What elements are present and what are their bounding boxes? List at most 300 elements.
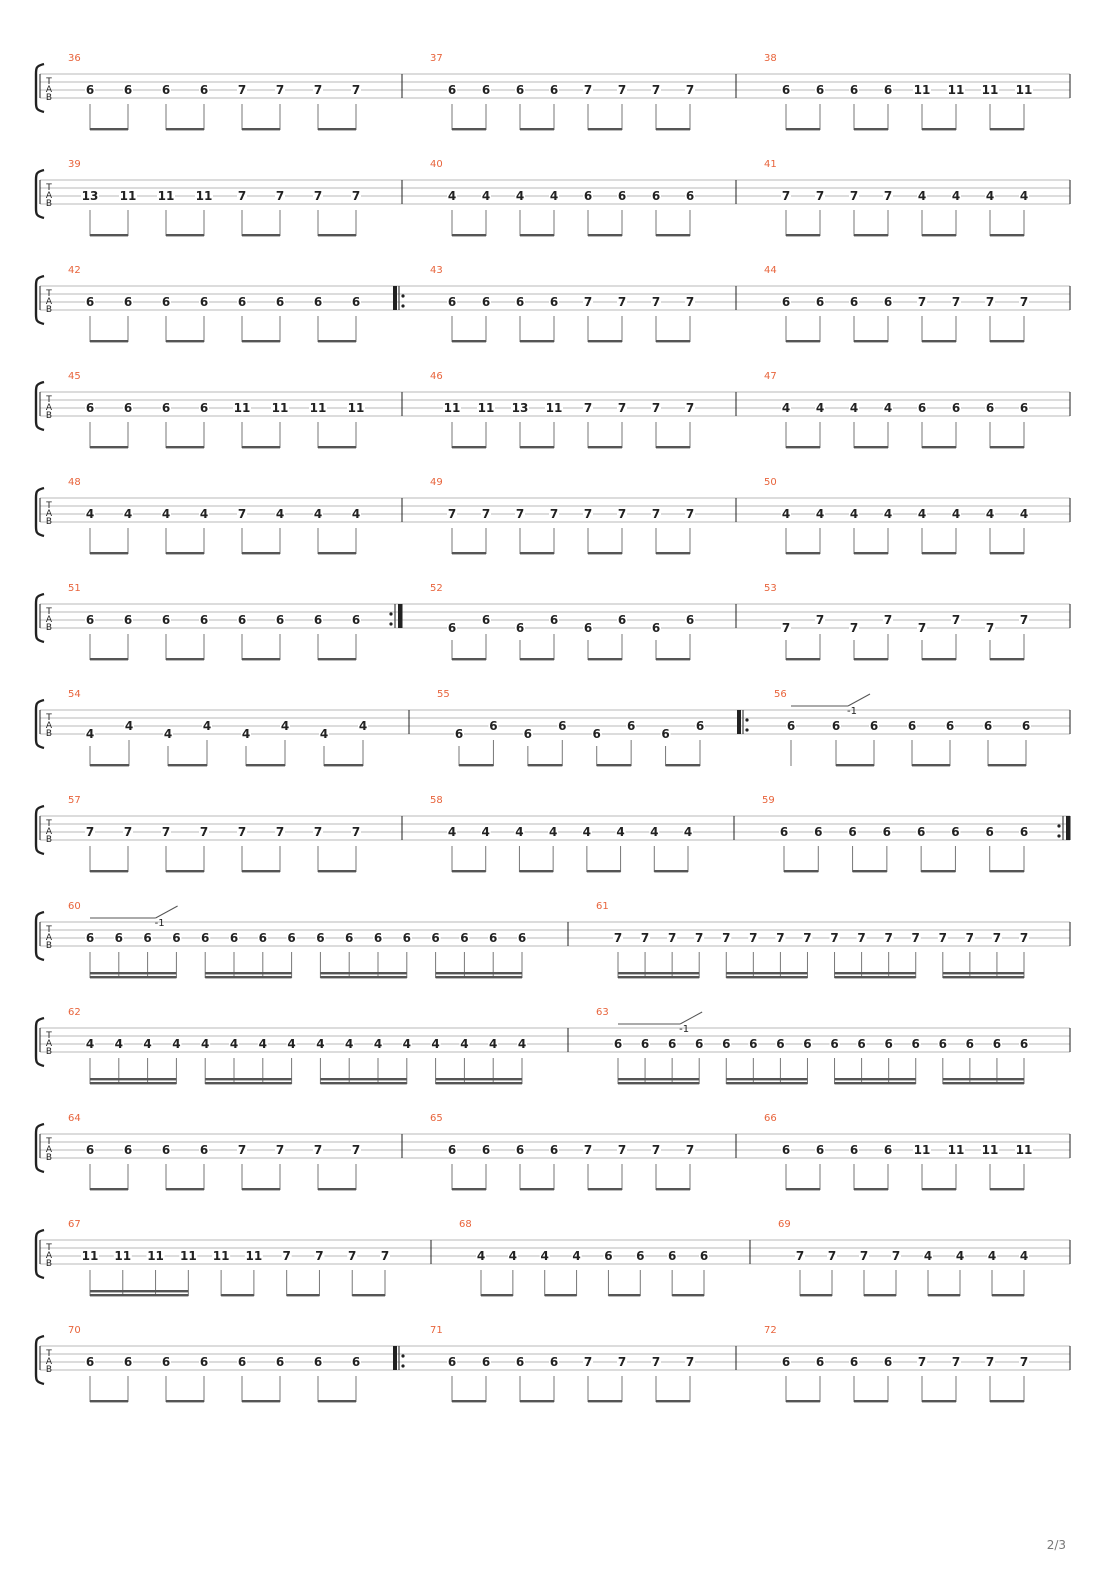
beam: [854, 446, 888, 448]
fret-number: 7: [722, 931, 731, 945]
beam: [452, 1400, 486, 1402]
fret-number: 6: [1019, 825, 1029, 839]
bend-arrow: [848, 694, 870, 706]
beam: [242, 1188, 280, 1190]
beam: [656, 128, 690, 130]
beam: [166, 1400, 204, 1402]
fret-number: 4: [229, 1037, 239, 1051]
bend-label: -1: [847, 706, 857, 717]
fret-number: 11: [443, 401, 461, 415]
beam: [166, 446, 204, 448]
tab-clef-letter: T: [46, 289, 52, 299]
fret-number: 11: [477, 401, 495, 415]
tab-clef-letter: B: [45, 835, 53, 845]
fret-number: 4: [540, 1249, 549, 1263]
measure-number: 46: [430, 371, 443, 382]
fret-number: 4: [143, 1037, 152, 1051]
fret-number: 6: [199, 1143, 209, 1157]
fret-number: 6: [849, 295, 859, 309]
fret-number: 6: [911, 1037, 920, 1051]
beam: [922, 1188, 956, 1190]
fret-number: 6: [517, 931, 527, 945]
fret-number: 11: [347, 401, 365, 415]
fret-number: 6: [1019, 401, 1029, 415]
beam: [90, 128, 128, 130]
fret-number: 6: [481, 83, 491, 97]
fret-number: 6: [481, 1355, 491, 1369]
fret-number: 4: [917, 507, 927, 521]
fret-number: 6: [917, 401, 927, 415]
beam: [990, 340, 1024, 342]
fret-number: 4: [275, 507, 285, 521]
fret-number: 7: [651, 83, 661, 97]
fret-number: 7: [917, 1355, 927, 1369]
fret-number: 6: [199, 1355, 209, 1369]
beam: [320, 976, 406, 978]
fret-number: 7: [313, 1143, 323, 1157]
measure-number: 59: [762, 795, 775, 806]
fret-number: 4: [202, 719, 212, 733]
beam: [726, 1082, 807, 1084]
fret-number: 6: [849, 1355, 859, 1369]
beam: [242, 870, 280, 872]
beam: [588, 1188, 622, 1190]
fret-number: 6: [481, 613, 491, 627]
beam: [672, 1294, 704, 1296]
fret-number: 7: [617, 507, 627, 521]
fret-number: 7: [583, 401, 593, 415]
fret-number: 6: [237, 1355, 247, 1369]
fret-number: 6: [85, 613, 95, 627]
tab-clef-letter: T: [46, 501, 52, 511]
beam: [242, 552, 280, 554]
beam: [168, 764, 207, 766]
beam: [452, 234, 486, 236]
fret-number: 6: [351, 295, 361, 309]
fret-number: 11: [119, 189, 137, 203]
fret-number: 7: [951, 613, 961, 627]
beam: [990, 552, 1024, 554]
fret-number: 6: [695, 719, 705, 733]
beam: [922, 234, 956, 236]
fret-number: 11: [245, 1249, 263, 1263]
fret-number: 11: [309, 401, 327, 415]
beam: [520, 1188, 554, 1190]
fret-number: 6: [951, 825, 960, 839]
tab-clef-letter: B: [45, 199, 53, 209]
fret-number: 6: [123, 83, 133, 97]
measure-number: 52: [430, 583, 443, 594]
tab-clef-letter: A: [45, 403, 53, 413]
fret-number: 6: [1021, 719, 1031, 733]
fret-number: 4: [447, 189, 457, 203]
fret-number: 6: [604, 1249, 613, 1263]
beam: [854, 234, 888, 236]
fret-number: 4: [1019, 189, 1029, 203]
fret-number: 7: [849, 621, 859, 635]
fret-number: 6: [786, 719, 796, 733]
fret-number: 6: [489, 931, 498, 945]
beam: [459, 764, 493, 766]
fret-number: 4: [572, 1249, 581, 1263]
repeat-end-thick-bar: [1066, 816, 1070, 840]
fret-number: 4: [515, 825, 524, 839]
fret-number: 6: [549, 613, 559, 627]
measure-number: 64: [68, 1113, 81, 1124]
fret-number: 7: [781, 621, 791, 635]
beam: [242, 658, 280, 660]
fret-number: 6: [316, 931, 325, 945]
fret-number: 6: [515, 621, 525, 635]
fret-number: 6: [613, 1037, 623, 1051]
fret-number: 7: [685, 1355, 695, 1369]
beam: [436, 1082, 522, 1084]
fret-number: 11: [981, 1143, 999, 1157]
fret-number: 6: [699, 1249, 709, 1263]
beam: [656, 1188, 690, 1190]
measure-number: 66: [764, 1113, 777, 1124]
fret-number: 4: [241, 727, 251, 741]
fret-number: 6: [481, 1143, 491, 1157]
fret-number: 6: [402, 931, 411, 945]
tab-clef-letter: A: [45, 1357, 53, 1367]
fret-number: 7: [313, 83, 323, 97]
fret-number: 4: [258, 1037, 267, 1051]
measure-number: 37: [430, 53, 443, 64]
fret-number: 6: [275, 295, 285, 309]
fret-number: 6: [161, 613, 171, 627]
fret-number: 4: [883, 507, 893, 521]
measure-number: 57: [68, 795, 81, 806]
beam: [242, 234, 280, 236]
measure-number: 69: [778, 1219, 791, 1230]
fret-number: 6: [201, 931, 210, 945]
fret-number: 6: [583, 189, 593, 203]
fret-number: 7: [1019, 613, 1029, 627]
fret-number: 7: [651, 401, 661, 415]
fret-number: 6: [848, 825, 857, 839]
fret-number: 6: [85, 1143, 95, 1157]
fret-number: 6: [237, 295, 247, 309]
fret-number: 6: [549, 83, 559, 97]
beam: [943, 1078, 1024, 1080]
fret-number: 11: [271, 401, 289, 415]
fret-number: 7: [282, 1249, 291, 1263]
fret-number: 7: [781, 189, 791, 203]
fret-number: 4: [161, 507, 171, 521]
beam: [922, 1400, 956, 1402]
beam: [786, 1188, 820, 1190]
fret-number: 6: [447, 1355, 457, 1369]
fret-number: 6: [661, 727, 670, 741]
repeat-dot: [401, 1364, 404, 1367]
beam: [90, 976, 176, 978]
fret-number: 6: [489, 719, 498, 733]
tab-clef-letter: T: [46, 1349, 52, 1359]
tab-clef-letter: A: [45, 933, 53, 943]
beam: [318, 870, 356, 872]
fret-number: 7: [161, 825, 171, 839]
fret-number: 6: [651, 621, 661, 635]
fret-number: 7: [1019, 295, 1029, 309]
fret-number: 4: [616, 825, 625, 839]
beam: [166, 234, 204, 236]
fret-number: 6: [779, 825, 789, 839]
beam: [726, 1078, 807, 1080]
fret-number: 6: [849, 83, 859, 97]
fret-number: 6: [549, 295, 559, 309]
beam: [90, 446, 128, 448]
tab-clef-letter: B: [45, 1047, 53, 1057]
fret-number: 4: [287, 1037, 296, 1051]
beam: [318, 446, 356, 448]
fret-number: 6: [883, 1143, 893, 1157]
fret-number: 6: [667, 1037, 677, 1051]
fret-number: 4: [481, 825, 490, 839]
beam: [854, 1188, 888, 1190]
bend-label: -1: [679, 1024, 690, 1035]
beam: [656, 340, 690, 342]
fret-number: 6: [907, 719, 917, 733]
repeat-dot: [401, 294, 404, 297]
repeat-start-thick-bar: [393, 1346, 397, 1370]
tab-clef-letter: A: [45, 721, 53, 731]
page-number: 2/3: [1046, 1538, 1066, 1552]
fret-number: 7: [938, 931, 947, 945]
fret-number: 4: [849, 401, 859, 415]
tab-clef-letter: B: [45, 623, 53, 633]
beam: [519, 870, 553, 872]
repeat-end-thick-bar: [398, 604, 402, 628]
fret-number: 6: [815, 1143, 825, 1157]
beam: [90, 1294, 188, 1296]
fret-number: 7: [583, 295, 593, 309]
tab-clef-letter: T: [46, 183, 52, 193]
fret-number: 6: [161, 401, 171, 415]
beam: [864, 1294, 896, 1296]
fret-number: 6: [626, 719, 636, 733]
beam: [990, 658, 1024, 660]
measure-number: 43: [430, 265, 443, 276]
fret-number: 7: [776, 931, 785, 945]
fret-number: 6: [515, 1143, 525, 1157]
beam: [666, 764, 700, 766]
tab-clef-letter: T: [46, 395, 52, 405]
beam: [588, 658, 622, 660]
beam: [786, 446, 820, 448]
tab-clef-letter: B: [45, 1153, 53, 1163]
fret-number: 6: [849, 1143, 859, 1157]
fret-number: 7: [617, 401, 627, 415]
fret-number: 6: [287, 931, 296, 945]
beam: [800, 1294, 832, 1296]
fret-number: 6: [617, 613, 627, 627]
beam: [853, 870, 887, 872]
fret-number: 6: [803, 1037, 812, 1051]
beam: [318, 1400, 356, 1402]
fret-number: 6: [749, 1037, 758, 1051]
fret-number: 6: [883, 1355, 893, 1369]
beam: [854, 552, 888, 554]
beam: [90, 972, 176, 974]
fret-number: 11: [913, 1143, 931, 1157]
beam: [166, 658, 204, 660]
fret-number: 7: [651, 295, 661, 309]
beam: [786, 658, 820, 660]
beam: [90, 1078, 176, 1080]
beam: [990, 128, 1024, 130]
fret-number: 7: [199, 825, 209, 839]
beam: [656, 552, 690, 554]
beam: [835, 976, 916, 978]
beam: [786, 552, 820, 554]
fret-number: 6: [199, 613, 209, 627]
beam: [726, 972, 807, 974]
fret-number: 6: [143, 931, 152, 945]
beam: [943, 972, 1024, 974]
fret-number: 7: [795, 1249, 805, 1263]
fret-number: 6: [882, 825, 892, 839]
fret-number: 6: [558, 719, 567, 733]
measure-number: 61: [596, 901, 609, 912]
beam: [990, 234, 1024, 236]
fret-number: 7: [85, 825, 95, 839]
fret-number: 7: [667, 931, 677, 945]
fret-number: 11: [212, 1249, 230, 1263]
beam: [90, 340, 128, 342]
fret-number: 6: [351, 613, 361, 627]
fret-number: 7: [123, 825, 133, 839]
fret-number: 7: [237, 189, 247, 203]
fret-number: 6: [85, 83, 95, 97]
fret-number: 4: [124, 719, 134, 733]
fret-number: 6: [985, 825, 994, 839]
fret-number: 4: [548, 825, 558, 839]
fret-number: 7: [917, 621, 927, 635]
fret-number: 7: [951, 1355, 961, 1369]
fret-number: 4: [917, 189, 927, 203]
fret-number: 11: [81, 1249, 99, 1263]
measure-number: 70: [68, 1325, 81, 1336]
fret-number: 7: [617, 1143, 627, 1157]
beam: [656, 234, 690, 236]
beam: [166, 552, 204, 554]
fret-number: 6: [161, 1355, 171, 1369]
fret-number: 4: [955, 1249, 965, 1263]
fret-number: 6: [313, 1355, 323, 1369]
fret-number: 7: [1019, 931, 1029, 945]
beam: [784, 870, 818, 872]
beam: [166, 340, 204, 342]
fret-number: 4: [582, 825, 592, 839]
fret-number: 7: [617, 83, 627, 97]
tab-clef-letter: B: [45, 305, 53, 315]
fret-number: 7: [237, 1143, 247, 1157]
fret-number: 4: [815, 507, 825, 521]
fret-number: 7: [617, 295, 627, 309]
fret-number: 7: [965, 931, 975, 945]
fret-number: 11: [913, 83, 931, 97]
fret-number: 6: [373, 931, 383, 945]
tab-clef-letter: B: [45, 93, 53, 103]
fret-number: 4: [280, 719, 290, 733]
measure-number: 41: [764, 159, 777, 170]
fret-number: 7: [315, 1249, 324, 1263]
measure-number: 71: [430, 1325, 443, 1336]
beam: [324, 764, 363, 766]
fret-number: 4: [201, 1037, 210, 1051]
fret-number: 7: [447, 507, 457, 521]
beam: [318, 658, 356, 660]
beam: [922, 128, 956, 130]
fret-number: 7: [275, 83, 285, 97]
fret-number: 6: [830, 1037, 839, 1051]
beam: [943, 1082, 1024, 1084]
bend-label: -1: [154, 918, 165, 929]
beam: [656, 658, 690, 660]
beam: [990, 1400, 1024, 1402]
fret-number: 6: [592, 727, 601, 741]
fret-number: 11: [1015, 1143, 1033, 1157]
fret-number: 7: [815, 613, 825, 627]
beam: [854, 1400, 888, 1402]
beam: [618, 1082, 699, 1084]
tab-clef-letter: T: [46, 713, 52, 723]
beam: [587, 870, 621, 872]
fret-number: 7: [583, 1143, 593, 1157]
fret-number: 7: [992, 931, 1002, 945]
measure-number: 48: [68, 477, 81, 488]
fret-number: 4: [1019, 507, 1029, 521]
fret-number: 4: [199, 507, 209, 521]
repeat-dot: [745, 718, 748, 721]
beam: [520, 552, 554, 554]
beam: [452, 446, 486, 448]
beam: [452, 340, 486, 342]
fret-number: 7: [237, 507, 247, 521]
beam: [166, 1188, 204, 1190]
tab-clef-letter: A: [45, 615, 53, 625]
fret-number: 7: [275, 825, 285, 839]
fret-number: 6: [345, 931, 354, 945]
fret-number: 7: [351, 83, 361, 97]
fret-number: 7: [685, 83, 695, 97]
fret-number: 7: [911, 931, 920, 945]
beam: [520, 234, 554, 236]
fret-number: 4: [313, 507, 323, 521]
repeat-dot: [401, 1354, 404, 1357]
fret-number: 7: [237, 83, 247, 97]
beam: [726, 976, 807, 978]
beam: [922, 658, 956, 660]
fret-number: 6: [351, 1355, 361, 1369]
fret-number: 11: [114, 1249, 132, 1263]
fret-number: 6: [857, 1037, 866, 1051]
fret-number: 4: [319, 727, 329, 741]
fret-number: 6: [481, 295, 491, 309]
repeat-dot: [1057, 824, 1060, 827]
fret-number: 4: [316, 1037, 325, 1051]
beam: [588, 446, 622, 448]
fret-number: 11: [947, 1143, 965, 1157]
fret-number: 6: [776, 1037, 785, 1051]
measure-number: 45: [68, 371, 81, 382]
fret-number: 4: [402, 1037, 411, 1051]
tab-clef-letter: T: [46, 1031, 52, 1041]
beam: [618, 1078, 699, 1080]
measure-number: 49: [430, 477, 443, 488]
fret-number: 6: [447, 621, 457, 635]
